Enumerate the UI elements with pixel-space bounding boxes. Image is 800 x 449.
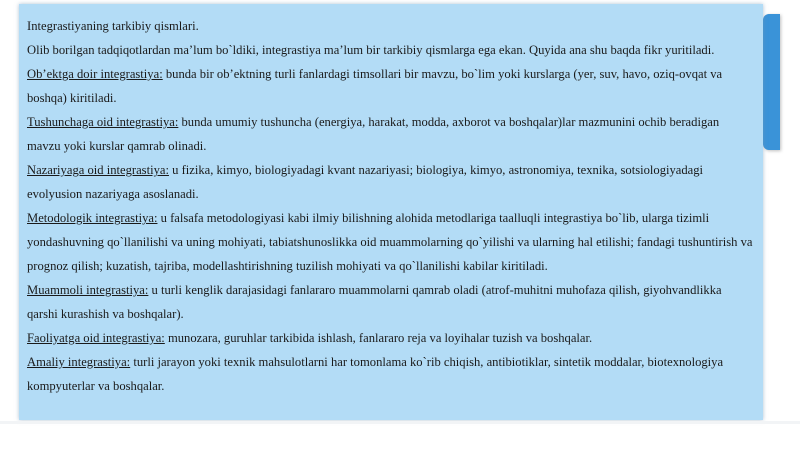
item-activity-integration bbox=[27, 326, 755, 350]
item-text: turli jarayon yoki texnik mahsulotlarni har tomonlama ko`rib chiqish, antibiotiklar, sintetik moddalar, biotexnologiya kompyuterlar va boshqalar. bbox=[27, 355, 724, 393]
item-term: Faoliyatga oid integrastiya: bbox=[27, 331, 165, 345]
item-methodological-integration bbox=[27, 206, 755, 278]
item-term: Metodologik integrastiya: bbox=[27, 211, 158, 225]
item-theory-integration bbox=[27, 158, 755, 206]
item-concept-integration bbox=[27, 110, 755, 158]
item-object-integration bbox=[27, 62, 755, 110]
item-term: Ob’ektga doir integrastiya: bbox=[27, 67, 163, 81]
intro-paragraph: Olib borilgan tadqiqotlardan ma’lum bo`ldiki, integrastiya ma’lum bir tarkibiy qismlarga ega ekan. Quyida ana shu baqda fikr yuritiladi. bbox=[27, 43, 715, 57]
item-text: bunda bir ob’ektning turli fanlardagi timsollari bir mavzu, bo`lim yoki kurslarga (yer, suv, havo, oziq-ovqat va boshqa) kiritiladi. bbox=[27, 67, 723, 105]
item-term: Muammoli integrastiya: bbox=[27, 283, 149, 297]
item-text: bunda umumiy tushuncha (energiya, harakat, modda, axborot va boshqalar)lar mazmunini ochib beradigan mavzu yoki kurslar qamrab olinadi. bbox=[27, 115, 720, 153]
item-practical-integration bbox=[27, 350, 755, 398]
section-title: Integrastiyaning tarkibiy qismlari. bbox=[27, 19, 199, 33]
content-panel bbox=[19, 4, 763, 420]
item-term: Tushunchaga oid integrastiya: bbox=[27, 115, 179, 129]
bottom-divider bbox=[0, 421, 800, 424]
item-text: u fizika, kimyo, biologiyadagi kvant nazariyasi; biologiya, kimyo, astronomiya, texnika, sotsiologiyadagi evolyusion nazariyaga asoslanadi. bbox=[27, 163, 704, 201]
side-tab-accent bbox=[763, 14, 780, 150]
item-text: munozara, guruhlar tarkibida ishlash, fanlararo reja va loyihalar tuzish va boshqalar. bbox=[164, 331, 593, 345]
item-text: u falsafa metodologiyasi kabi ilmiy bilishning alohida metodlariga taalluqli integrastiya bo`lib, ularga tizimli yondashuvning qo`llanilishi va uning mohiyati, tabiatshunoslikka oid muammolarning qo`yilishi va ularning hal etilishi; fandagi tushuntirish va prognoz qilish; kuzatish, tajriba, modellashtirishning tuzilish mohiyati va qo`llanilishi kabilar kiritiladi. bbox=[27, 211, 753, 273]
item-term: Nazariyaga oid integrastiya: bbox=[27, 163, 169, 177]
item-problem-integration bbox=[27, 278, 755, 326]
item-text: u turli kenglik darajasidagi fanlararo muammolarni qamrab oladi (atrof-muhitni muhofaza qilish, giyohvandlikka qarshi kurashish va boshqalar). bbox=[27, 283, 722, 321]
item-term: Amaliy integrastiya: bbox=[27, 355, 131, 369]
